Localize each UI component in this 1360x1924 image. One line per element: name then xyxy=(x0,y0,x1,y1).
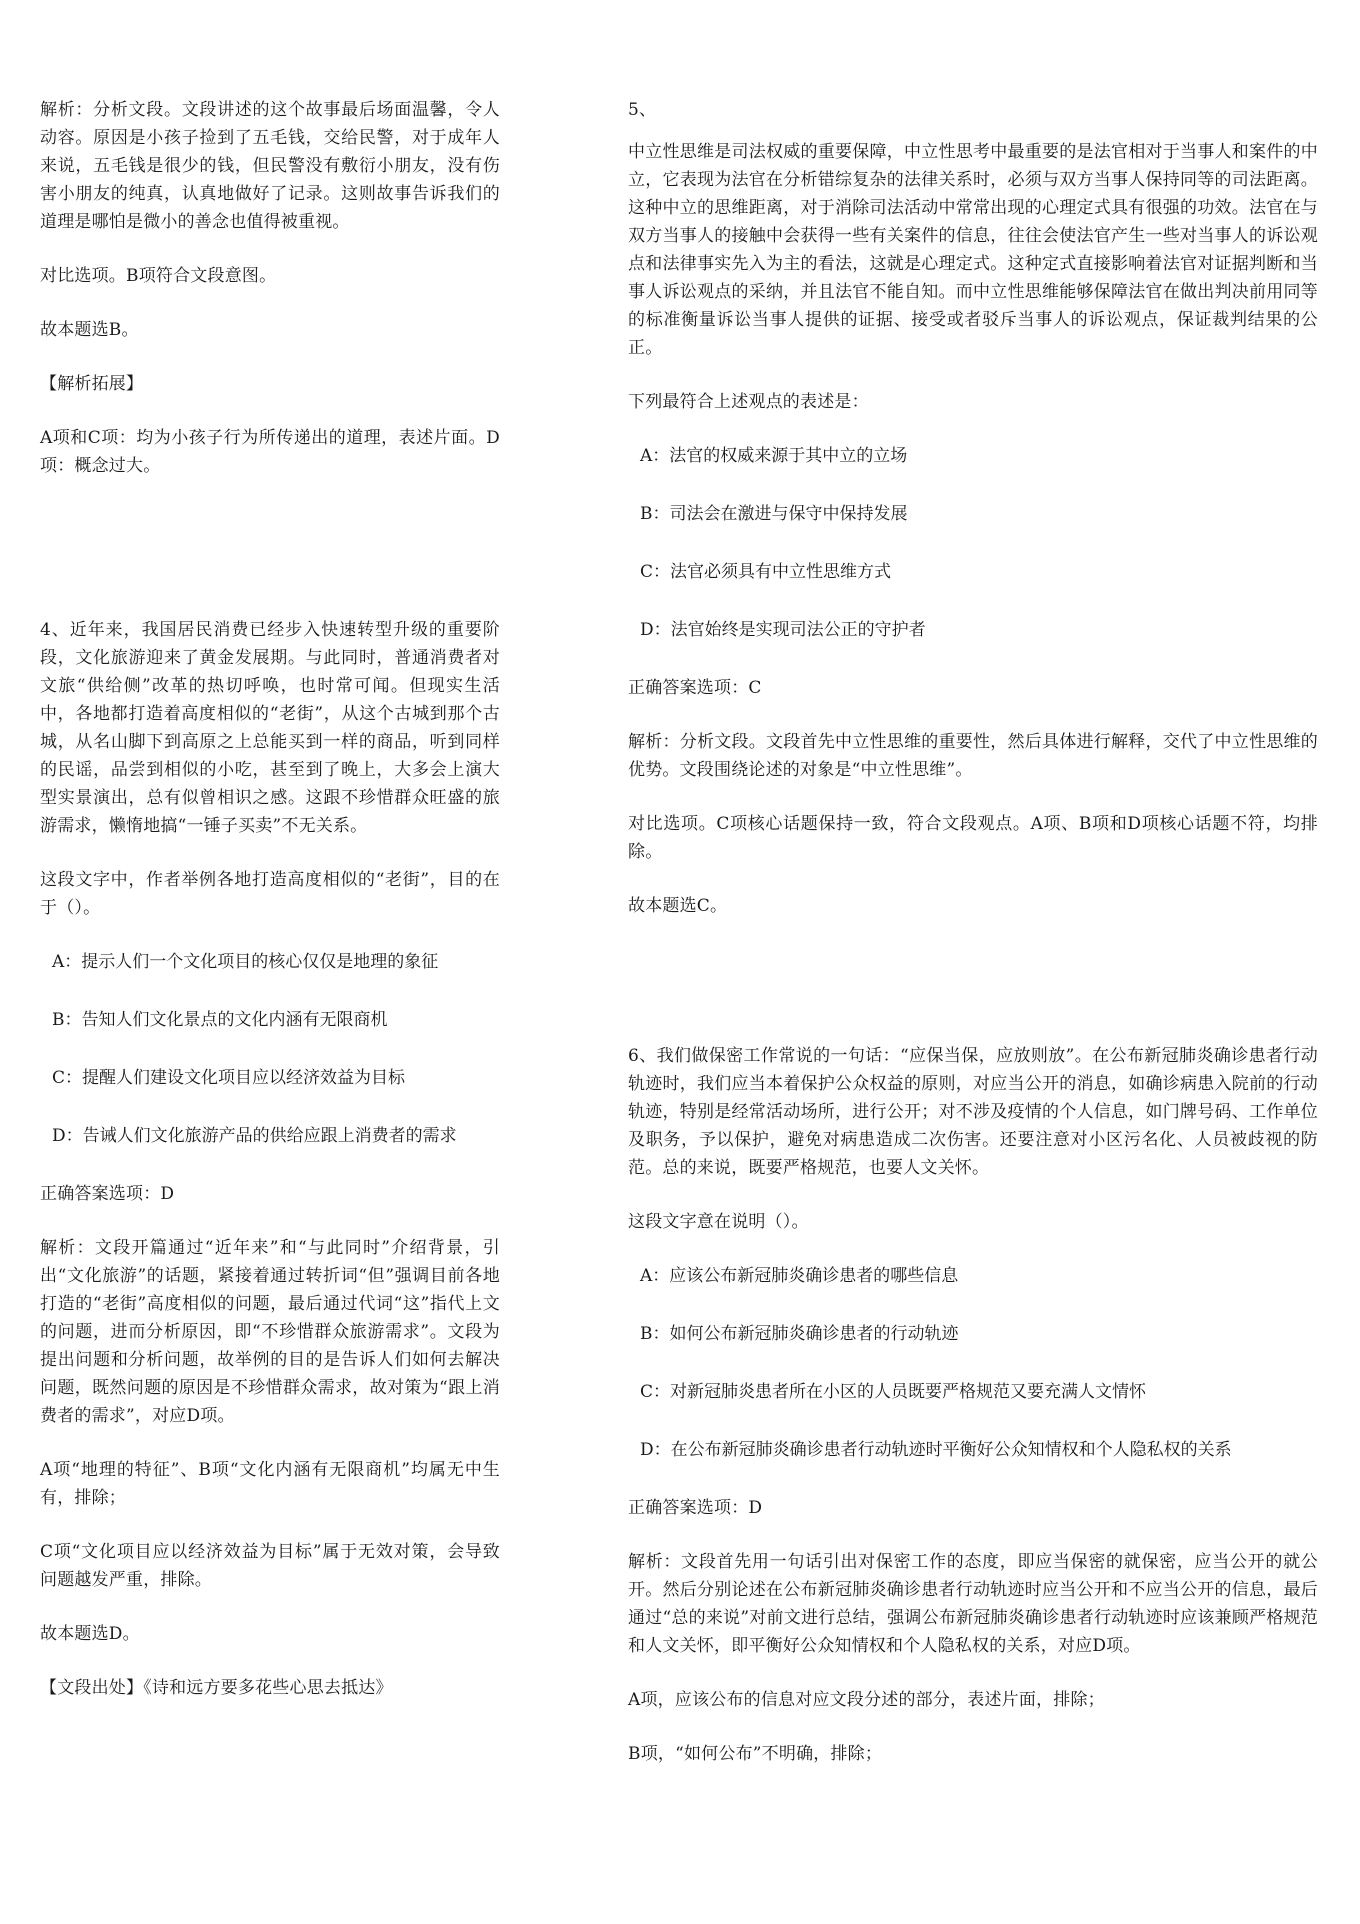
q4-option-a: A：提示人们一个文化项目的核心仅仅是地理的象征 xyxy=(52,952,439,972)
q3-conclusion: 故本题选B。 xyxy=(40,320,139,340)
q3-extension-text: A项和C项：均为小孩子行为所传递出的道理，表述片面。D项：概念过大。 xyxy=(40,428,500,476)
q4-question: 这段文字中，作者举例各地打造高度相似的“老街”，目的在于（）。 xyxy=(40,870,500,918)
q4-option-d: D：告诫人们文化旅游产品的供给应跟上消费者的需求 xyxy=(52,1126,457,1146)
q4-analysis: 解析：文段开篇通过“近年来”和“与此同时”介绍背景，引出“文化旅游”的话题，紧接着通过转折词“但”强调目前各地打造的“老街”高度相似的问题，最后通过代词“这”指代上文的问题，进而分析原因，即“不珍惜群众旅游需求”。文段为提出问题和分析问题，故举例的目的是告诉人们如何去解决问题，既然问题的原因是不珍惜群众需求，故对策为“跟上消费者的需求”，对应D项。 xyxy=(40,1238,500,1426)
spacer xyxy=(628,946,1318,1042)
q4-option-b: B：告知人们文化景点的文化内涵有无限商机 xyxy=(52,1010,388,1030)
q6-exclude-b: B项，“如何公布”不明确，排除； xyxy=(628,1744,883,1764)
q5-stem: 中立性思维是司法权威的重要保障，中立性思考中最重要的是法官相对于当事人和案件的中立，它表现为法官在分析错综复杂的法律关系时，必须与双方当事人保持同等的司法距离。这种中立的思维距离，对于消除司法活动中常常出现的心理定式具有很强的功效。法官在与双方当事人的接触中会获得一些有关案件的信息，往往会使法官产生一些对当事人的诉讼观点和法律事实先入为主的看法，这就是心理定式。这种定式直接影响着法官对证据判断和当事人诉讼观点的采纳，并且法官不能自知。而中立性思维能够保障法官在做出判决前用同等的标准衡量诉讼当事人提供的证据、接受或者驳斥当事人的诉讼观点，保证裁判结果的公正。 xyxy=(628,142,1318,358)
q5-compare: 对比选项。C项核心话题保持一致，符合文段观点。A项、B项和D项核心话题不符，均排除。 xyxy=(628,814,1318,862)
q6-answer: 正确答案选项：D xyxy=(628,1498,763,1518)
q6-analysis: 解析：文段首先用一句话引出对保密工作的态度，即应当保密的就保密，应当公开的就公开。然后分别论述在公布新冠肺炎确诊患者行动轨迹时应当公开和不应当公开的信息，最后通过“总的来说”对前文进行总结，强调公布新冠肺炎确诊患者行动轨迹时应该兼顾严格规范和人文关怀，即平衡好公众知情权和个人隐私权的关系，对应D项。 xyxy=(628,1552,1318,1656)
q5-question: 下列最符合上述观点的表述是： xyxy=(628,392,869,412)
q5-option-c: C：法官必须具有中立性思维方式 xyxy=(640,562,892,582)
q5-answer: 正确答案选项：C xyxy=(628,678,762,698)
q5-analysis: 解析：分析文段。文段首先中立性思维的重要性，然后具体进行解释，交代了中立性思维的优势。文段围绕论述的对象是“中立性思维”。 xyxy=(628,732,1318,780)
q6-stem: 6、我们做保密工作常说的一句话：“应保当保，应放则放”。在公布新冠肺炎确诊患者行动轨迹时，我们应当本着保护公众权益的原则，对应当公开的消息，如确诊病患入院前的行动轨迹，特别是经常活动场所，进行公开；对不涉及疫情的个人信息，如门牌号码、工作单位及职务，予以保护，避免对病患造成二次伤害。还要注意对小区污名化、人员被歧视的防范。总的来说，既要严格规范，也要人文关怀。 xyxy=(628,1046,1318,1178)
q5-option-a: A：法官的权威来源于其中立的立场 xyxy=(640,446,908,466)
q6-option-d: D：在公布新冠肺炎确诊患者行动轨迹时平衡好公众知情权和个人隐私权的关系 xyxy=(640,1440,1232,1460)
q4-exclude-ab: A项“地理的特征”、B项“文化内涵有无限商机”均属无中生有，排除； xyxy=(40,1460,500,1508)
spacer xyxy=(40,506,500,616)
q4-conclusion: 故本题选D。 xyxy=(40,1624,140,1644)
q6-exclude-a: A项，应该公布的信息对应文段分述的部分，表述片面，排除； xyxy=(628,1690,1105,1710)
q5-option-d: D：法官始终是实现司法公正的守护者 xyxy=(640,620,926,640)
q6-option-a: A：应该公布新冠肺炎确诊患者的哪些信息 xyxy=(640,1266,959,1286)
q4-exclude-c: C项“文化项目应以经济效益为目标”属于无效对策，会导致问题越发严重，排除。 xyxy=(40,1542,500,1590)
q4-stem: 4、近年来，我国居民消费已经步入快速转型升级的重要阶段，文化旅游迎来了黄金发展期。与此同时，普通消费者对文旅“供给侧”改革的热切呼唤，也时常可闻。但现实生活中，各地都打造着高度相似的“老街”，从这个古城到那个古城，从名山脚下到高原之上总能买到一样的商品，听到同样的民谣，品尝到相似的小吃，甚至到了晚上，大多会上演大型实景演出，总有似曾相识之感。这跟不珍惜群众旺盛的旅游需求，懒惰地搞“一锤子买卖”不无关系。 xyxy=(40,620,500,836)
q3-compare: 对比选项。B项符合文段意图。 xyxy=(40,266,277,286)
q3-extension-title: 【解析拓展】 xyxy=(40,374,144,394)
right-column xyxy=(628,96,1318,1794)
q4-answer: 正确答案选项：D xyxy=(40,1184,175,1204)
left-column xyxy=(40,96,500,1728)
q6-option-b: B：如何公布新冠肺炎确诊患者的行动轨迹 xyxy=(640,1324,959,1344)
q4-option-c: C：提醒人们建设文化项目应以经济效益为目标 xyxy=(52,1068,406,1088)
q5-number: 5、 xyxy=(628,100,657,120)
q3-analysis: 解析：分析文段。文段讲述的这个故事最后场面温馨，令人动容。原因是小孩子捡到了五毛钱，交给民警，对于成年人来说，五毛钱是很少的钱，但民警没有敷衍小朋友，没有伤害小朋友的纯真，认真地做好了记录。这则故事告诉我们的道理是哪怕是微小的善念也值得被重视。 xyxy=(40,100,500,232)
q5-option-b: B：司法会在激进与保守中保持发展 xyxy=(640,504,908,524)
q6-option-c: C：对新冠肺炎患者所在小区的人员既要严格规范又要充满人文情怀 xyxy=(640,1382,1147,1402)
q4-source: 【文段出处】《诗和远方要多花些心思去抵达》 xyxy=(40,1678,393,1698)
q5-conclusion: 故本题选C。 xyxy=(628,896,728,916)
q6-question: 这段文字意在说明（）。 xyxy=(628,1212,809,1232)
